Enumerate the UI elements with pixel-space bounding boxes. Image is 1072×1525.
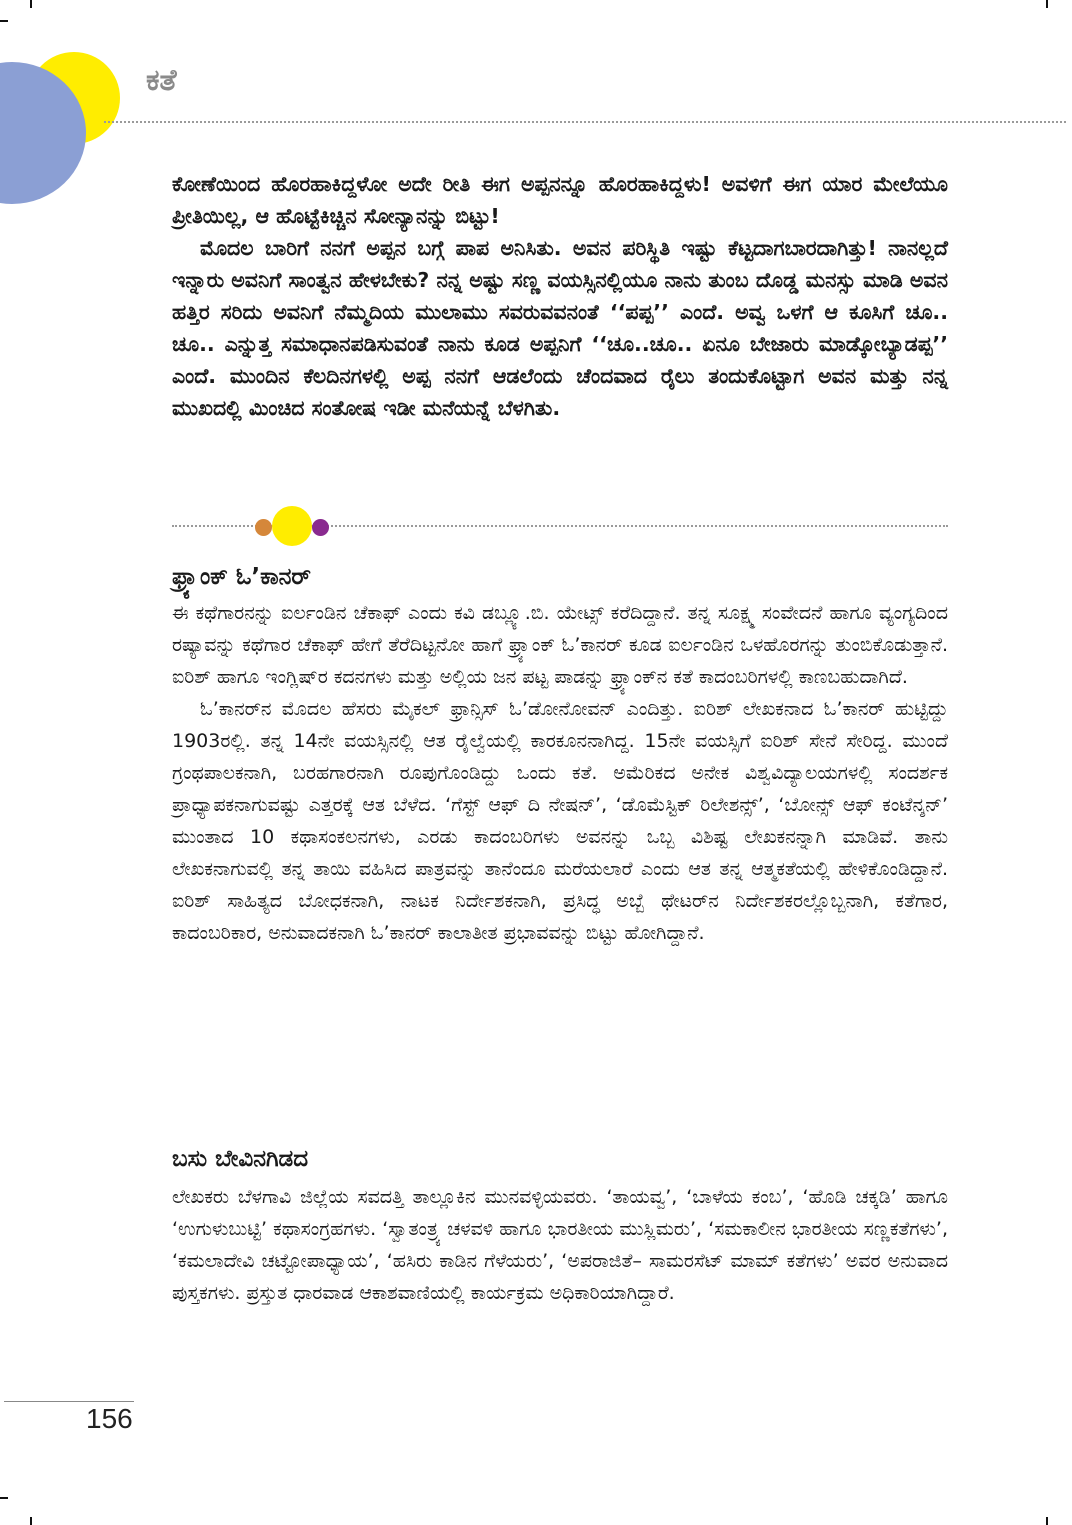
divider-orange-dot xyxy=(255,519,272,536)
crop-mark xyxy=(30,1517,32,1525)
crop-mark xyxy=(0,1497,8,1499)
page-number-rule xyxy=(4,1401,134,1402)
author-bio-paragraph: ಈ ಕಥೆಗಾರನನ್ನು ಐರ್ಲಂಡಿನ ಚೆಕಾಫ್ ಎಂದು ಕವಿ ಡಬ್ಲ್ಯೂ.ಬಿ. ಯೇಟ್ಸ್ ಕರೆದಿದ್ದಾನೆ. ತನ್ನ ಸೂಕ್ಷ್ಮ ಸಂವೇದನೆ ಹಾಗೂ ವ್ಯಂಗ್ಯದಿಂದ ರಷ್ಯಾವನ್ನು ಕಥೆಗಾರ ಚೆಕಾಫ್ ಹೇಗೆ ತೆರೆದಿಟ್ಟನೋ ಹಾಗೆ ಫ್ರ್ಯಾಂಕ್ ಓ’ಕಾನರ್ ಕೂಡ ಐರ್ಲಂಡಿನ ಒಳಹೊರಗನ್ನು ತುಂಬಿಕೊಡುತ್ತಾನೆ. ಐರಿಶ್ ಹಾಗೂ ಇಂಗ್ಲಿಷ್‌ರ ಕದನಗಳು ಮತ್ತು ಅಲ್ಲಿಯ ಜನ ಪಟ್ಟ ಪಾಡನ್ನು ಫ್ರ್ಯಾಂಕ್‌ನ ಕತೆ ಕಾದಂಬರಿಗಳಲ್ಲಿ ಕಾಣಬಹುದಾಗಿದೆ. xyxy=(172,602,948,688)
translator-bio-text xyxy=(172,1181,948,1309)
story-paragraph: ಮೊದಲ ಬಾರಿಗೆ ನನಗೆ ಅಪ್ಪನ ಬಗ್ಗೆ ಪಾಪ ಅನಿಸಿತು. ಅವನ ಪರಿಸ್ಥಿತಿ ಇಷ್ಟು ಕೆಟ್ಟದಾಗಬಾರದಾಗಿತ್ತು! ನಾನಲ್ಲದೆ ಇನ್ನಾರು ಅವನಿಗೆ ಸಾಂತ್ವನ ಹೇಳಬೇಕು? ನನ್ನ ಅಷ್ಟು ಸಣ್ಣ ವಯಸ್ಸಿನಲ್ಲಿಯೂ ನಾನು ತುಂಬ ದೊಡ್ಡ ಮನಸ್ಸು ಮಾಡಿ ಅವನ ಹತ್ತಿರ ಸರಿದು ಅವನಿಗೆ ನೆಮ್ಮದಿಯ ಮುಲಾಮು ಸವರುವವನಂತೆ ‘‘ಪಪ್ಪ’’ ಎಂದೆ. ಅವ್ವ ಒಳಗೆ ಆ ಕೂಸಿಗೆ ಚೂ.. ಚೂ.. ಎನ್ನುತ್ತ ಸಮಾಧಾನಪಡಿಸುವಂತೆ ನಾನು ಕೂಡ ಅಪ್ಪನಿಗೆ ‘‘ಚೂ..ಚೂ.. ಏನೂ ಬೇಜಾರು ಮಾಡ್ಕೋಬ್ಯಾಡಪ್ಪ’’ ಎಂದೆ. ಮುಂದಿನ ಕೆಲದಿನಗಳಲ್ಲಿ ಅಪ್ಪ ನನಗೆ ಆಡಲೆಂದು ಚೆಂದವಾದ ರೈಲು ತಂದುಕೊಟ್ಟಾಗ ಅವನ ಮತ್ತು ನನ್ನ ಮುಖದಲ್ಲಿ ಮಿಂಚಿದ ಸಂತೋಷ ಇಡೀ ಮನೆಯನ್ನೆ ಬೆಳಗಿತು. xyxy=(172,236,948,420)
translator-bio-paragraph: ಲೇಖಕರು ಬೆಳಗಾವಿ ಜಿಲ್ಲೆಯ ಸವದತ್ತಿ ತಾಲ್ಲೂಕಿನ ಮುನವಳ್ಳಿಯವರು. ‘ತಾಯವ್ವ’, ‘ಬಾಳೆಯ ಕಂಬ’, ‘ಹೊಡಿ ಚಕ್ಕಡಿ’ ಹಾಗೂ ‘ಉಗುಳುಬುಟ್ಟಿ’ ಕಥಾಸಂಗ್ರಹಗಳು. ‘ಸ್ವಾತಂತ್ರ್ಯ ಚಳವಳಿ ಹಾಗೂ ಭಾರತೀಯ ಮುಸ್ಲಿಮರು’, ‘ಸಮಕಾಲೀನ ಭಾರತೀಯ ಸಣ್ಣಕತೆಗಳು’, ‘ಕಮಲಾದೇವಿ ಚಟ್ಟೋಪಾಧ್ಯಾಯ’, ‘ಹಸಿರು ಕಾಡಿನ ಗೆಳೆಯರು’, ‘ಅಪರಾಜಿತೆ– ಸಾಮರಸೆಟ್ ಮಾಮ್ ಕತೆಗಳು’ ಅವರ ಅನುವಾದ ಪುಸ್ತಕಗಳು. ಪ್ರಸ್ತುತ ಧಾರವಾಡ ಆಕಾಶವಾಣಿಯಲ್ಲಿ ಕಾರ್ಯಕ್ರಮ ಅಧಿಕಾರಿಯಾಗಿದ್ದಾರೆ. xyxy=(172,1186,948,1304)
author-bio-heading: ಫ್ರ್ಯಾಂಕ್ ಓ’ಕಾನರ್ xyxy=(172,564,312,590)
author-bio-paragraph: ಓ’ಕಾನರ್‌ನ ಮೊದಲ ಹೆಸರು ಮೈಕಲ್ ಫ್ರಾನ್ಸಿಸ್ ಓ’ಡೋನೋವನ್ ಎಂದಿತ್ತು. ಐರಿಶ್ ಲೇಖಕನಾದ ಓ’ಕಾನರ್ ಹುಟ್ಟಿದ್ದು 1903ರಲ್ಲಿ. ತನ್ನ 14ನೇ ವಯಸ್ಸಿನಲ್ಲಿ ಆತ ರೈಲ್ವೆಯಲ್ಲಿ ಕಾರಕೂನನಾಗಿದ್ದ. 15ನೇ ವಯಸ್ಸಿಗೆ ಐರಿಶ್ ಸೇನೆ ಸೇರಿದ್ದ. ಮುಂದೆ ಗ್ರಂಥಪಾಲಕನಾಗಿ, ಬರಹಗಾರನಾಗಿ ರೂಪುಗೊಂಡಿದ್ದು ಒಂದು ಕತೆ. ಅಮೆರಿಕದ ಅನೇಕ ವಿಶ್ವವಿದ್ಯಾಲಯಗಳಲ್ಲಿ ಸಂದರ್ಶಕ ಪ್ರಾಧ್ಯಾಪಕನಾಗುವಷ್ಟು ಎತ್ತರಕ್ಕೆ ಆತ ಬೆಳೆದ. ‘ಗೆಸ್ಟ್ ಆಫ್ ದಿ ನೇಷನ್’, ‘ಡೊಮೆಸ್ಟಿಕ್ ರಿಲೇಶನ್ಸ್’, ‘ಬೋನ್ಸ್ ಆಫ್ ಕಂಟೆನ್ಶನ್’ ಮುಂತಾದ 10 ಕಥಾಸಂಕಲನಗಳು, ಎರಡು ಕಾದಂಬರಿಗಳು ಅವನನ್ನು ಒಬ್ಬ ವಿಶಿಷ್ಟ ಲೇಖಕನನ್ನಾಗಿ ಮಾಡಿವೆ. ತಾನು ಲೇಖಕನಾಗುವಲ್ಲಿ ತನ್ನ ತಾಯಿ ವಹಿಸಿದ ಪಾತ್ರವನ್ನು ತಾನೆಂದೂ ಮರೆಯಲಾರೆ ಎಂದು ಆತ ತನ್ನ ಆತ್ಮಕತೆಯಲ್ಲಿ ಹೇಳಿಕೊಂಡಿದ್ದಾನೆ. ಐರಿಶ್ ಸಾಹಿತ್ಯದ ಬೋಧಕನಾಗಿ, ನಾಟಕ ನಿರ್ದೇಶಕನಾಗಿ, ಪ್ರಸಿದ್ಧ ಅಬ್ಬೆ ಥೇಟರ್‌ನ ನಿರ್ದೇಶಕರಲ್ಲೊಬ್ಬನಾಗಿ, ಕತೆಗಾರ, ಕಾದಂಬರಿಕಾರ, ಅನುವಾದಕನಾಗಿ ಓ’ಕಾನರ್ ಕಾಲಾತೀತ ಪ್ರಭಾವವನ್ನು ಬಿಟ್ಟು ಹೋಗಿದ್ದಾನೆ. xyxy=(172,698,948,944)
crop-mark xyxy=(0,20,8,22)
divider-yellow-dot xyxy=(272,506,312,546)
crop-mark xyxy=(1046,0,1048,8)
story-text xyxy=(172,168,948,424)
section-divider xyxy=(172,505,948,549)
page-number: 156 xyxy=(86,1403,133,1434)
translator-bio-heading: ಬಸು ಬೇವಿನಗಿಡದ xyxy=(172,1146,309,1172)
crop-mark xyxy=(30,0,32,8)
author-bio-text xyxy=(172,597,948,949)
section-label: ಕತೆ xyxy=(146,63,177,98)
story-paragraph: ಕೋಣೆಯಿಂದ ಹೊರಹಾಕಿದ್ದಳೋ ಅದೇ ರೀತಿ ಈಗ ಅಪ್ಪನನ್ನೂ ಹೊರಹಾಕಿದ್ದಳು! ಅವಳಿಗೆ ಈಗ ಯಾರ ಮೇಲೆಯೂ ಪ್ರೀತಿಯಿಲ್ಲ, ಆ ಹೊಟ್ಟೆಕಿಚ್ಚಿನ ಸೋನ್ಯಾನನ್ನು ಬಿಟ್ಟು! xyxy=(172,172,948,228)
header-dotted-rule xyxy=(104,121,1066,123)
crop-mark xyxy=(1046,1517,1048,1525)
divider-purple-dot xyxy=(312,519,329,536)
